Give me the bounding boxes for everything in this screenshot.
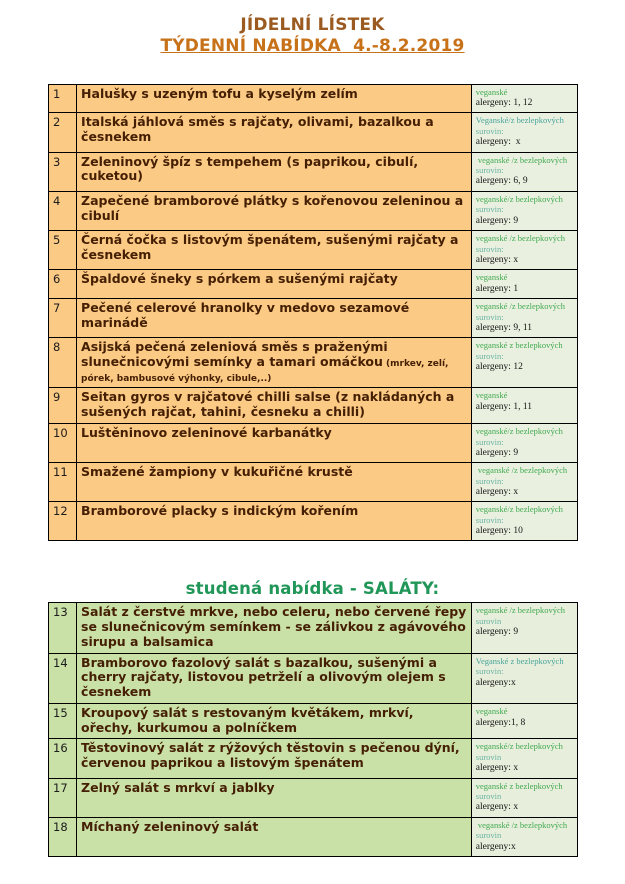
dish-name: Smažené žampiony v kukuřičné krustě xyxy=(81,464,353,480)
dish-cell xyxy=(77,423,472,462)
dish-cell xyxy=(77,270,472,299)
salads-table xyxy=(48,602,578,856)
surovin-label: surovin: xyxy=(475,243,504,254)
dish-name: Halušky s uzeným tofu a kyselým zelím xyxy=(81,85,358,101)
dish-name: Zeleninový špíz s tempehem (s paprikou, cibulí, cuketou) xyxy=(81,153,419,184)
row-number: 11 xyxy=(49,463,77,502)
row-number: 16 xyxy=(49,739,77,778)
allergens-label: alergeny:x xyxy=(475,677,516,688)
surovin-label: surovin: xyxy=(475,311,504,322)
allergens-label: alergeny: 9 xyxy=(475,627,519,638)
dish-name: Italská jáhlová směs s rajčaty, olivami, bazalkou a česnekem xyxy=(81,114,434,145)
row-number: 14 xyxy=(49,653,77,703)
diet-info-cell xyxy=(471,191,577,230)
allergens-label: alergeny: x xyxy=(475,137,521,148)
dish-name: Salát z čerstvé mrkve, nebo celeru, nebo červené řepy se slunečnicovým semínkem - se zálivkou z agávového sirupu a balsamica xyxy=(81,604,467,649)
surovin-label: surovin: xyxy=(475,514,504,525)
diet-info-cell xyxy=(471,338,577,388)
dish-cell xyxy=(77,388,472,424)
allergens-label: alergeny: 12 xyxy=(475,362,523,373)
diet-info-cell xyxy=(471,84,577,113)
dish-name: Asijská pečená zeleniová směs s praženými slunečnicovými semínky a tamari omáčkou xyxy=(81,339,388,369)
allergens-label: alergeny: 9 xyxy=(475,447,519,458)
menu-row xyxy=(49,739,578,778)
row-number: 13 xyxy=(49,603,77,653)
menu-row xyxy=(49,502,578,541)
diet-label: Veganské/z bezlepkových xyxy=(475,115,564,126)
diet-label: veganské xyxy=(475,390,508,401)
row-number: 6 xyxy=(49,270,77,299)
row-number: 18 xyxy=(49,817,77,856)
diet-info-cell xyxy=(471,230,577,269)
dish-name: Bramborové placky s indickým kořením xyxy=(81,503,359,519)
dish-cell xyxy=(77,113,472,152)
diet-info-cell xyxy=(471,703,577,739)
surovin-label: surovin xyxy=(475,752,502,763)
menu-row xyxy=(49,388,578,424)
dish-cell xyxy=(77,653,472,703)
surovin-label: surovin xyxy=(475,616,502,627)
diet-info-cell xyxy=(471,423,577,462)
diet-label: Veganské z bezlepkových xyxy=(475,655,564,666)
dish-cell xyxy=(77,230,472,269)
row-number: 9 xyxy=(49,388,77,424)
salads-rows xyxy=(49,603,578,856)
page-subtitle: TÝDENNÍ NABÍDKA 4.-8.2.2019 xyxy=(160,36,465,57)
dish-cell xyxy=(77,817,472,856)
dish-cell xyxy=(77,502,472,541)
menu-row xyxy=(49,152,578,191)
diet-info-cell xyxy=(471,463,577,502)
diet-info-cell xyxy=(471,739,577,778)
dish-cell xyxy=(77,299,472,338)
row-number: 8 xyxy=(49,338,77,388)
diet-label: veganské z bezlepkových xyxy=(475,780,563,791)
menu-row xyxy=(49,230,578,269)
dish-name: Černá čočka s listovým špenátem, sušenými rajčaty a česnekem xyxy=(81,231,459,262)
title-block xyxy=(0,15,625,58)
diet-info-cell xyxy=(471,502,577,541)
surovin-label: surovin xyxy=(475,830,502,841)
allergens-label: alergeny:1, 8 xyxy=(475,717,526,728)
dish-cell xyxy=(77,463,472,502)
surovin-label: surovin: xyxy=(475,126,504,137)
row-number: 1 xyxy=(49,84,77,113)
dish-cell xyxy=(77,84,472,113)
diet-info-cell xyxy=(471,603,577,653)
menu-row xyxy=(49,299,578,338)
allergens-label: alergeny:x xyxy=(475,841,516,852)
diet-info-cell xyxy=(471,299,577,338)
dish-name: Zelný salát s mrkví a jablky xyxy=(81,779,275,795)
dish-cell xyxy=(77,778,472,817)
allergens-label: alergeny: x xyxy=(475,763,519,774)
diet-label: veganské/z bezlepkových xyxy=(475,504,563,515)
menu-row xyxy=(49,603,578,653)
dish-name: Těstovinový salát z rýžových těstovin s pečenou dýní, červenou paprikou a listovým špenátem xyxy=(81,740,460,771)
row-number: 3 xyxy=(49,152,77,191)
menu-row xyxy=(49,113,578,152)
surovin-label: surovin: xyxy=(475,666,504,677)
diet-info-cell xyxy=(471,388,577,424)
row-number: 10 xyxy=(49,423,77,462)
diet-info-cell xyxy=(471,113,577,152)
surovin-label: surovin: xyxy=(475,350,504,361)
menu-row xyxy=(49,653,578,703)
menu-row xyxy=(49,463,578,502)
dish-name: Bramborovo fazolový salát s bazalkou, sušenými a cherry rajčaty, listovou petrželí a olivovým olejem s česnekem xyxy=(81,654,446,700)
dish-name: Špaldové šneky s pórkem a sušenými rajčaty xyxy=(81,271,398,287)
diet-label: veganské /z bezlepkových xyxy=(475,605,565,616)
dish-cell xyxy=(77,191,472,230)
diet-label: veganské/z bezlepkových xyxy=(475,193,563,204)
row-number: 5 xyxy=(49,230,77,269)
row-number: 7 xyxy=(49,299,77,338)
dish-name: Seitan gyros v rajčatové chilli salse (z nakládaných a sušených rajčat, tahini, česneku a chilli) xyxy=(81,389,455,420)
diet-label: veganské /z bezlepkových xyxy=(475,154,568,165)
dish-cell xyxy=(77,739,472,778)
diet-label: veganské /z bezlepkových xyxy=(475,301,565,312)
menu-row xyxy=(49,817,578,856)
menu-row xyxy=(49,778,578,817)
allergens-label: alergeny: 6, 9 xyxy=(475,176,528,187)
diet-label: veganské xyxy=(475,705,508,716)
row-number: 4 xyxy=(49,191,77,230)
dish-name: Míchaný zeleninový salát xyxy=(81,818,259,834)
menu-row xyxy=(49,191,578,230)
weekly-menu-rows xyxy=(49,84,578,541)
salads-section-heading: studená nabídka - SALÁTY: xyxy=(185,579,440,599)
diet-info-cell xyxy=(471,778,577,817)
row-number: 12 xyxy=(49,502,77,541)
page-title: JÍDELNÍ LÍSTEK xyxy=(240,15,385,35)
diet-label: veganské /z bezlepkových xyxy=(475,819,568,830)
row-number: 15 xyxy=(49,703,77,739)
diet-label: veganské/z bezlepkových xyxy=(475,741,563,752)
diet-label: veganské /z bezlepkových xyxy=(475,465,568,476)
diet-label: veganské/z bezlepkových xyxy=(475,425,563,436)
allergens-label: alergeny: 1, 11 xyxy=(475,402,532,413)
surovin-label: surovin: xyxy=(475,475,504,486)
menu-row xyxy=(49,270,578,299)
diet-label: veganské xyxy=(475,272,508,283)
menu-row xyxy=(49,338,578,388)
surovin-label: surovin: xyxy=(475,165,504,176)
dish-cell xyxy=(77,338,472,388)
diet-info-cell xyxy=(471,817,577,856)
dish-name: Kroupový salát s restovaným květákem, mrkví, ořechy, kurkumou a polníčkem xyxy=(81,704,414,735)
allergens-label: alergeny: 1, 12 xyxy=(475,98,533,109)
surovin-label: surovin xyxy=(475,791,502,802)
row-number: 17 xyxy=(49,778,77,817)
allergens-label: alergeny: x xyxy=(475,486,519,497)
surovin-label: surovin: xyxy=(475,204,504,215)
diet-info-cell xyxy=(471,653,577,703)
weekly-menu-table xyxy=(48,84,578,542)
dish-name: Zapečené bramborové plátky s kořenovou zeleninou a cibulí xyxy=(81,192,464,223)
dish-cell xyxy=(77,703,472,739)
dish-name: Pečené celerové hranolky v medovo sezamové marinádě xyxy=(81,300,410,330)
allergens-label: alergeny: x xyxy=(475,802,519,813)
allergens-label: alergeny: 10 xyxy=(475,526,523,537)
dish-note: (mrkev, zelí, pórek, bambusové výhonky, cibule,..) xyxy=(81,358,449,384)
allergens-label: alergeny: x xyxy=(475,254,519,265)
row-number: 2 xyxy=(49,113,77,152)
diet-info-cell xyxy=(471,152,577,191)
diet-label: veganské z bezlepkových xyxy=(475,340,563,351)
surovin-label: surovin: xyxy=(475,436,504,447)
diet-label: veganské xyxy=(475,86,508,97)
dish-name: Luštěninovo zeleninové karbanátky xyxy=(81,424,332,440)
allergens-label: alergeny: 9 xyxy=(475,215,519,226)
allergens-label: alergeny: 1 xyxy=(475,283,519,294)
menu-row xyxy=(49,703,578,739)
diet-label: veganské /z bezlepkových xyxy=(475,232,565,243)
menu-row xyxy=(49,423,578,462)
diet-info-cell xyxy=(471,270,577,299)
allergens-label: alergeny: 9, 11 xyxy=(475,322,532,333)
dish-cell xyxy=(77,603,472,653)
menu-row xyxy=(49,84,578,113)
dish-cell xyxy=(77,152,472,191)
